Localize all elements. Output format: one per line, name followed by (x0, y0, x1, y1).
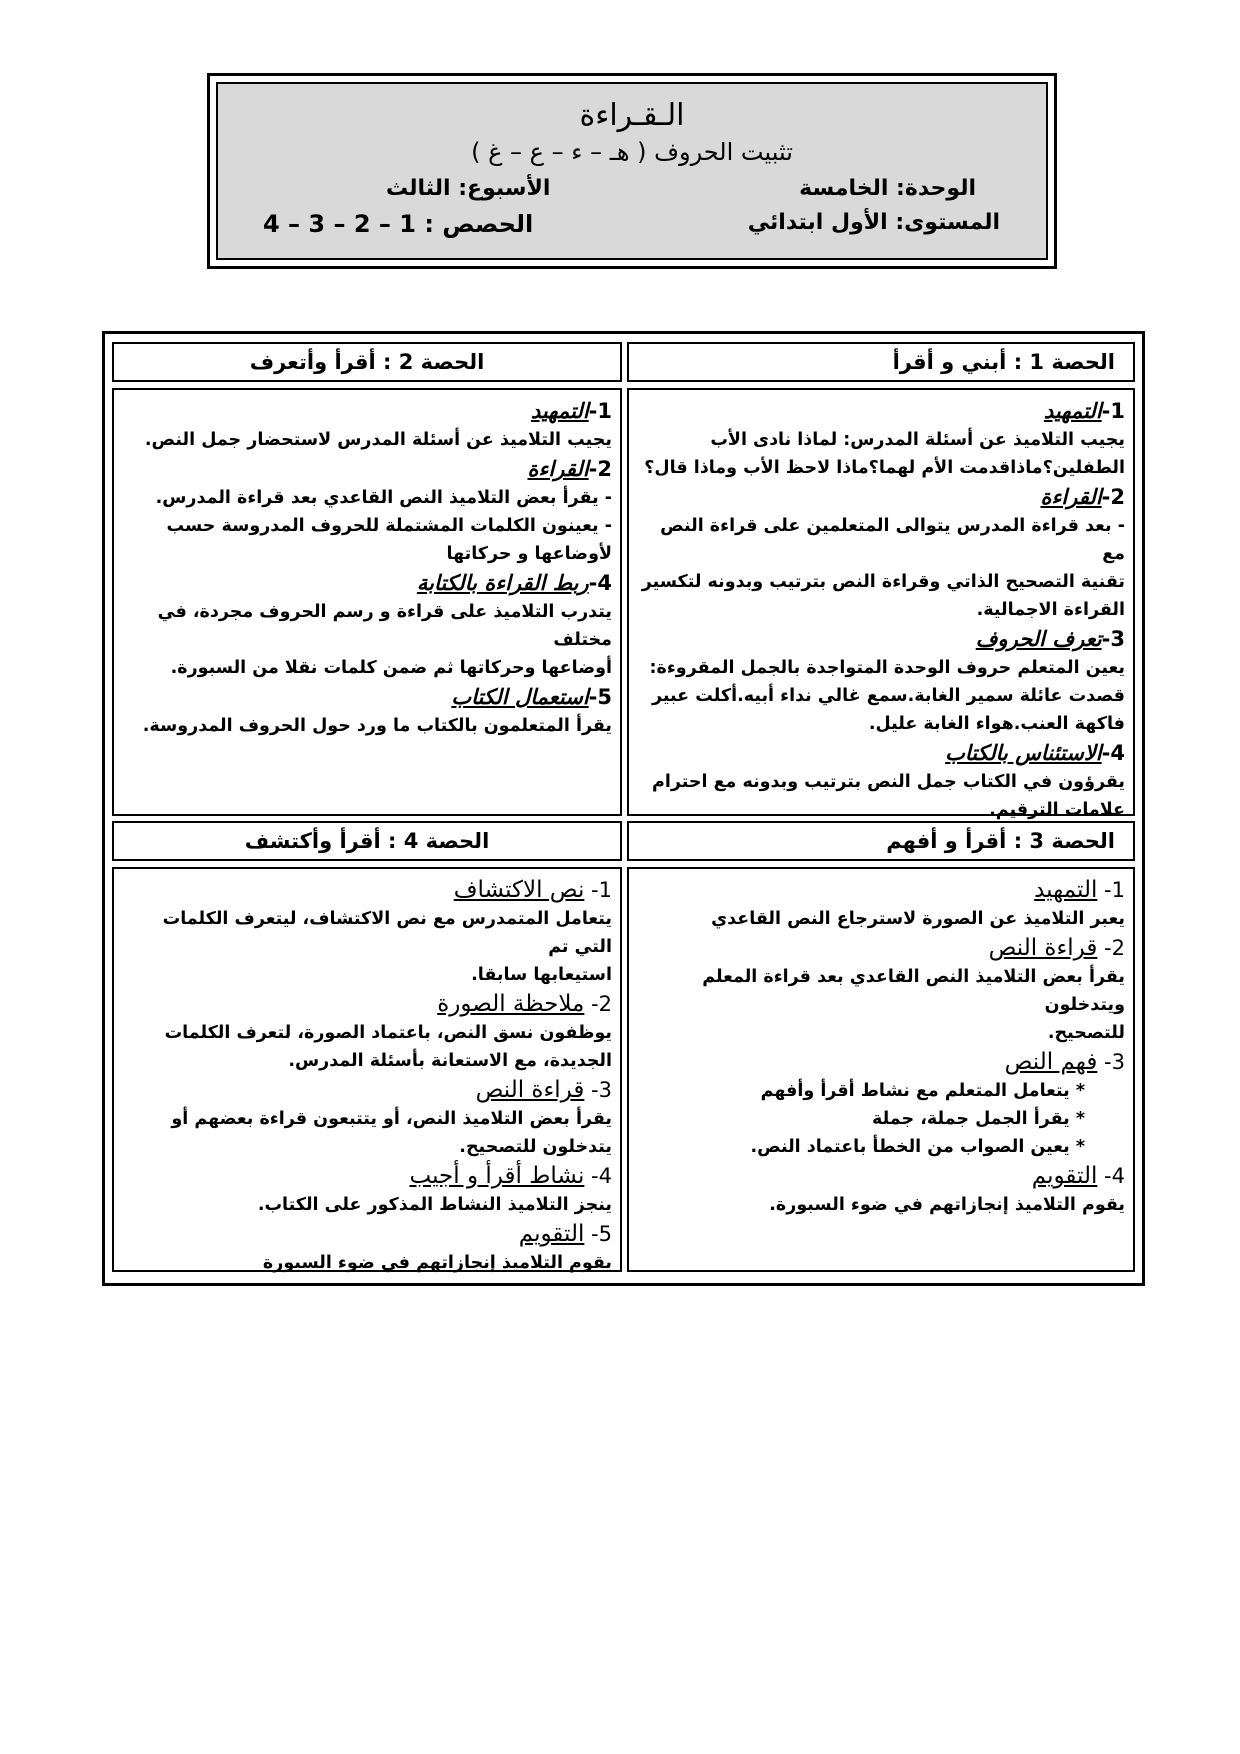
section-label: قراءة النص (475, 1077, 585, 1103)
session2-text: يتدرب التلاميذ على قراءة و رسم الحروف مجردة، في مختلف (157, 602, 612, 650)
section-label: قراءة النص (988, 935, 1098, 961)
session1-text: القراءة الاجمالية. (976, 600, 1125, 620)
unit-label: الوحدة: الخامسة (799, 176, 976, 201)
session1-section3-heading (637, 624, 1125, 654)
session4-text: استيعابها سابقا. (471, 965, 612, 985)
lesson-title: الـقـراءة (579, 98, 685, 133)
session3-text: للتصحيح. (1047, 1023, 1125, 1043)
section-number: 5- (588, 685, 612, 709)
section-label: نشاط أقرأ و أجيب (409, 1163, 585, 1189)
section-number: 4- (588, 571, 612, 595)
session2-text: يقرأ المتعلمون بالكتاب ما ورد حول الحروف المدروسة. (142, 716, 612, 736)
section-number: 1- (591, 878, 612, 902)
session1-body (627, 388, 1135, 820)
session3-title: الحصة 3 : أقرأ و أفهم (627, 821, 1135, 861)
session2-text: يجيب التلاميذ عن أسئلة المدرس لاستحضار جمل النص. (144, 430, 612, 450)
session1-text: الطفلين؟ماذاقدمت الأم لهما؟ماذا لاحظ الأب وماذا قال؟ (644, 458, 1125, 478)
session3-bullet: * يعين الصواب من الخطأ باعتماد النص. (750, 1137, 1085, 1157)
session3-bullet: * يتعامل المتعلم مع نشاط أقرأ وأفهم (760, 1081, 1085, 1101)
section-label: تعرف الحروف (975, 627, 1102, 651)
session2-text: أوضاعها وحركاتها ثم ضمن كلمات نقلا من السبورة. (170, 658, 612, 678)
session1-text: تقنية التصحيح الذاتي وقراءة النص بترتيب وبدونه لتكسير (641, 572, 1125, 592)
session1-text: يجيب التلاميذ عن أسئلة المدرس: لماذا نادى الأب (710, 430, 1125, 450)
section-label: نص الاكتشاف (453, 877, 585, 903)
lesson-subtitle: تثبيت الحروف ( هـ – ء – ع – غ ) (471, 138, 793, 166)
sessions-grid (102, 331, 1145, 1286)
section-label: التمهيد (530, 399, 589, 423)
session4-text: يقوم التلاميذ إنجازاتهم في ضوء السبورة (262, 1253, 612, 1273)
session2-section2-heading (122, 454, 612, 484)
section-label: التمهيد (1034, 877, 1098, 903)
session1-text: علامات الترقيم. (989, 800, 1125, 820)
session3-section1-heading (637, 875, 1125, 905)
session4-section3-heading (122, 1075, 612, 1105)
session4-body (112, 867, 622, 1272)
section-number: 1- (588, 399, 612, 423)
section-label: القراءة (1040, 485, 1102, 509)
session4-section5-heading (122, 1219, 612, 1249)
section-label: الاستئناس بالكتاب (945, 741, 1102, 765)
session4-section2-heading (122, 989, 612, 1019)
section-number: 3- (1101, 627, 1125, 651)
session4-text: يتعامل المتمدرس مع نص الاكتشاف، ليتعرف الكلمات التي تم (162, 909, 612, 957)
section-number: 1- (1104, 878, 1125, 902)
session1-text: قصدت عائلة سمير الغابة.سمع غالي نداء أبيه.أكلت عبير (652, 686, 1125, 706)
session4-text: الجديدة، مع الاستعانة بأسئلة المدرس. (288, 1051, 612, 1071)
session1-section4-heading (637, 738, 1125, 768)
session2-body (112, 388, 622, 816)
lesson-header-inner (216, 82, 1048, 260)
session2-text: - يقرأ بعض التلاميذ النص القاعدي بعد قراءة المدرس. (155, 488, 612, 508)
week-label: الأسبوع: الثالث (386, 176, 551, 201)
section-label: ربط القراءة بالكتابة (416, 571, 589, 595)
session3-section2-heading (637, 933, 1125, 963)
session2-section5-heading (122, 682, 612, 712)
section-label: ملاحظة الصورة (437, 991, 585, 1017)
session1-section1-heading (637, 396, 1125, 426)
section-number: 3- (1104, 1050, 1125, 1074)
section-number: 4- (1101, 741, 1125, 765)
level-label: المستوى: الأول ابتدائي (747, 210, 1000, 235)
session3-text: يعبر التلاميذ عن الصورة لاسترجاع النص القاعدي (711, 909, 1125, 929)
session3-text: يقرأ بعض التلاميذ النص القاعدي بعد قراءة المعلم ويتدخلون (702, 967, 1125, 1015)
session4-text: يقرأ بعض التلاميذ النص، أو يتتبعون قراءة بعضهم أو (171, 1109, 612, 1129)
session4-text: يتدخلون للتصحيح. (459, 1137, 612, 1157)
section-number: 1- (1101, 399, 1125, 423)
session2-section4-heading (122, 568, 612, 598)
session3-section3-heading (637, 1047, 1125, 1077)
session2-section1-heading (122, 396, 612, 426)
session2-text: لأوضاعها و حركاتها (446, 544, 612, 564)
session1-section2-heading (637, 482, 1125, 512)
session3-body (627, 867, 1135, 1272)
session3-text: يقوم التلاميذ إنجازاتهم في ضوء السبورة. (769, 1195, 1125, 1215)
session3-section4-heading (637, 1161, 1125, 1191)
section-label: التقويم (1031, 1163, 1098, 1189)
session4-title: الحصة 4 : أقرأ وأكتشف (112, 821, 622, 861)
section-label: التمهيد (1043, 399, 1102, 423)
session4-text: ينجز التلاميذ النشاط المذكور على الكتاب. (257, 1195, 612, 1215)
section-number: 2- (591, 992, 612, 1016)
sessions-label: الحصص : 1 – 2 – 3 – 4 (263, 210, 534, 238)
session2-title: الحصة 2 : أقرأ وأتعرف (112, 342, 622, 382)
section-number: 2- (1104, 936, 1125, 960)
section-number: 4- (591, 1164, 612, 1188)
session2-text: - يعينون الكلمات المشتملة للحروف المدروسة حسب (166, 516, 612, 536)
session3-bullet: * يقرأ الجمل جملة، جملة (872, 1109, 1085, 1129)
session4-text: يوظفون نسق النص، باعتماد الصورة، لتعرف الكلمات (164, 1023, 612, 1043)
session4-section4-heading (122, 1161, 612, 1191)
session1-text: فاكهة العنب.هواء الغابة عليل. (868, 714, 1125, 734)
session1-text: - بعد قراءة المدرس يتوالى المتعلمين على قراءة النص مع (660, 516, 1125, 564)
session1-title: الحصة 1 : أبني و أقرأ (627, 342, 1135, 382)
section-number: 5- (591, 1222, 612, 1246)
session1-text: يقرؤون في الكتاب جمل النص بترتيب وبدونه مع احترام (652, 772, 1125, 792)
section-label: استعمال الكتاب (451, 685, 589, 709)
session1-text: يعين المتعلم حروف الوحدة المتواجدة بالجمل المقروءة: (649, 658, 1125, 678)
section-label: القراءة (527, 457, 589, 481)
section-number: 2- (588, 457, 612, 481)
section-number: 3- (591, 1078, 612, 1102)
section-label: فهم النص (1004, 1049, 1098, 1075)
section-label: التقويم (518, 1221, 585, 1247)
section-number: 4- (1104, 1164, 1125, 1188)
lesson-header (207, 73, 1057, 269)
section-number: 2- (1101, 485, 1125, 509)
session4-section1-heading (122, 875, 612, 905)
